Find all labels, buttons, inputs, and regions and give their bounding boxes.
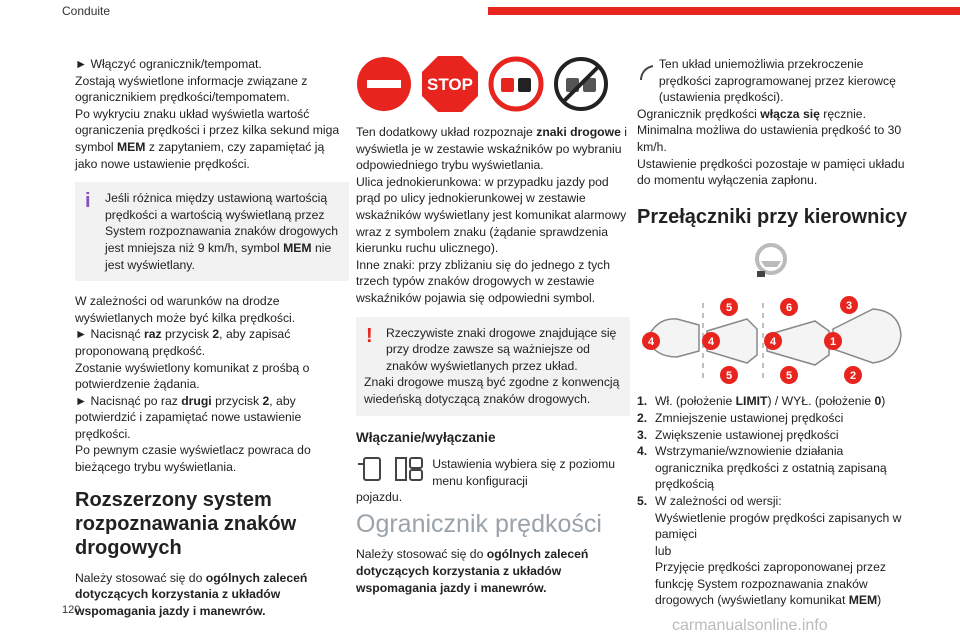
- watermark: carmanualsonline.info: [672, 617, 828, 634]
- step-text: ► Nacisnąć raz przycisk 2, aby zapisać proponowaną prędkość.: [75, 327, 291, 358]
- subsection-heading: Włączanie/wyłączanie: [356, 429, 496, 445]
- paragraph: Po pewnym czasie wyświetlacz powraca do bieżącego trybu wyświetlania.: [75, 443, 311, 475]
- paragraph: Ustawienie prędkości pozostaje w pamięci układu do momentu wyłączenia zapłonu.: [637, 156, 905, 188]
- callout-badge-label: 2: [849, 369, 857, 382]
- callout-badge-label: 5: [725, 369, 733, 382]
- paragraph: Po wykryciu znaku układ wyświetla wartość ograniczenia prędkości i przez kilka sekund miga symbol MEM z zapytaniem, czy zapamiętać ją jako nowe ustawienie prędkości.: [75, 106, 340, 171]
- warning-note: ! Rzeczywiste znaki drogowe znajdujące się przy drodze zawsze są ważniejsze od znaków wyświetlanych przez układ. Znaki drogowe muszą być zgodne z konwencją wiedeńską dotyczącą znaków drogowych.: [356, 317, 630, 416]
- paragraph: pojazdu.: [356, 490, 403, 505]
- callout-badge-label: 4: [707, 335, 715, 348]
- page-number: 120: [62, 604, 81, 616]
- paragraph: Należy stosować się do ogólnych zaleceń dotyczących korzystania z układów wspomagania jazdy i manewrów.: [356, 547, 589, 595]
- paragraph: Inne znaki: przy zbliżaniu się do jednego z tych trzech typów znaków drogowych w zestawie wskaźników pojawia się odpowiedni symbol.: [356, 257, 611, 305]
- no-overtaking-sign-icon: [488, 56, 544, 112]
- callout-badge-label: 4: [647, 335, 655, 348]
- callout-badge-label: 3: [845, 299, 853, 312]
- paragraph: Zostają wyświetlone informacje związane z ogranicznikiem prędkości/tempomatem.: [75, 73, 308, 105]
- paragraph: Ogranicznik prędkości włącza się ręcznie.: [637, 106, 866, 121]
- svg-text:STOP: STOP: [427, 75, 473, 94]
- no-entry-sign-icon: [356, 56, 412, 112]
- paragraph: Zostanie wyświetlony komunikat z prośbą o potwierdzenie żądania.: [75, 360, 310, 392]
- paragraph: Ulica jednokierunkowa: w przypadku jazdy pod prąd po ulicy jednokierunkowej w zestawie wskaźników wyświetlany jest komunikat alarmowy wraz z symbolem znaku (żądanie sprawdzenia kierunku ruchu ulicznego).: [356, 174, 627, 256]
- section-heading: Ogranicznik prędkości: [356, 509, 602, 538]
- steering-wheel-icon: [757, 245, 785, 277]
- callout-badge-label: 5: [725, 301, 733, 314]
- step-text: ► Nacisnąć po raz drugi przycisk 2, aby potwierdzić i zapamiętać nowe ustawienie prędkości.: [75, 393, 302, 441]
- paragraph: W zależności od warunków na drodze wyświetlanych może być kilka prędkości.: [75, 294, 296, 325]
- road-signs: [356, 56, 630, 112]
- section-heading: Rozszerzony system rozpoznawania znaków drogowych: [75, 488, 297, 559]
- callout-badge-label: 5: [785, 369, 793, 382]
- stop-sign-icon: [421, 55, 479, 113]
- list-item: 5. W zależności od wersji: Wyświetlenie progów prędkości zapisanych w pamięci lub Przyjęcie prędkości zaproponowanej przez funkcję System rozpoznawania znaków drogowych (wyświetlany komunikat MEM): [637, 493, 902, 608]
- settings-menu-row: Ustawienia wybiera się z poziomu menu konfiguracji: [356, 456, 630, 489]
- column-3: Ten układ uniemożliwia przekroczenie prędkości zaprogramowanej przez kierowcę (ustawienia prędkości). Ogranicznik prędkości włącza się ręcznie. Minimalna możliwa do ustawienia prędkość to 30 km/h. Ustawienie prędkości pozostaje w pamięci układu do momentu wyłączenia zapłonu. Przełączniki przy kierownicy 5 6 3 4 4 4 1 5 5 2 1. Wł. (położenie LIMIT) / WYŁ. (położenie 0) 2. Zmniejszenie ustawionej prędkości 3. Zwiększenie ustawionej prędkości 4. Wstrzymanie/wznowienie działania ogranicznika prędkości z ostatnią zapisaną prędkością 5. W zależności od wersji: Wyświetlenie progów prędkości zapisanych w pamięci lub Przyjęcie prędkości zaproponowanej przez funkcję System rozpoznawania znaków drogowych (wyświetlany komunikat MEM): [637, 56, 911, 609]
- warning-icon: !: [366, 324, 373, 347]
- steering-controls-diagram: [637, 239, 911, 389]
- step-text: ► Włączyć ogranicznik/tempomat.: [75, 57, 262, 71]
- info-icon: i: [85, 190, 91, 213]
- column-1: [75, 56, 349, 619]
- list-item: 3. Zwiększenie ustawionej prędkości: [637, 427, 839, 442]
- callout-badge-label: 6: [785, 301, 793, 314]
- speed-limiter-icon: [637, 56, 653, 86]
- settings-menu-icon: [356, 456, 426, 484]
- section-heading: Przełączniki przy kierownicy: [637, 205, 908, 228]
- list-item: 1. Wł. (położenie LIMIT) / WYŁ. (położenie 0): [637, 394, 886, 409]
- callout-badge-label: 4: [769, 335, 777, 348]
- controls-list: [637, 393, 911, 609]
- paragraph: Minimalna możliwa do ustawienia prędkość to 30 km/h.: [637, 123, 902, 154]
- list-item: 2. Zmniejszenie ustawionej prędkości: [637, 410, 844, 425]
- running-header: Conduite: [62, 4, 111, 18]
- paragraph: Ten dodatkowy układ rozpoznaje znaki drogowe i wyświetla je w zestawie wskaźników po wybraniu odpowiedniego trybu wyświetlania.: [356, 125, 627, 173]
- column-2: [356, 56, 630, 596]
- callout-badge-label: 1: [829, 335, 837, 348]
- info-note: i Jeśli różnica między ustawioną wartością prędkości a wartością wyświetlaną przez System rozpoznawania znaków drogowych jest mniejsza niż 9 km/h, symbol MEM nie jest wyświetlany.: [75, 182, 349, 281]
- paragraph: Należy stosować się do ogólnych zaleceń dotyczących korzystania z układów wspomagania jazdy i manewrów.: [75, 570, 308, 618]
- list-item: 4. Wstrzymanie/wznowienie działania ogranicznika prędkości z ostatnią zapisaną prędkością: [637, 444, 887, 492]
- header-accent-bar: [488, 7, 960, 15]
- end-no-overtaking-sign-icon: [553, 56, 609, 112]
